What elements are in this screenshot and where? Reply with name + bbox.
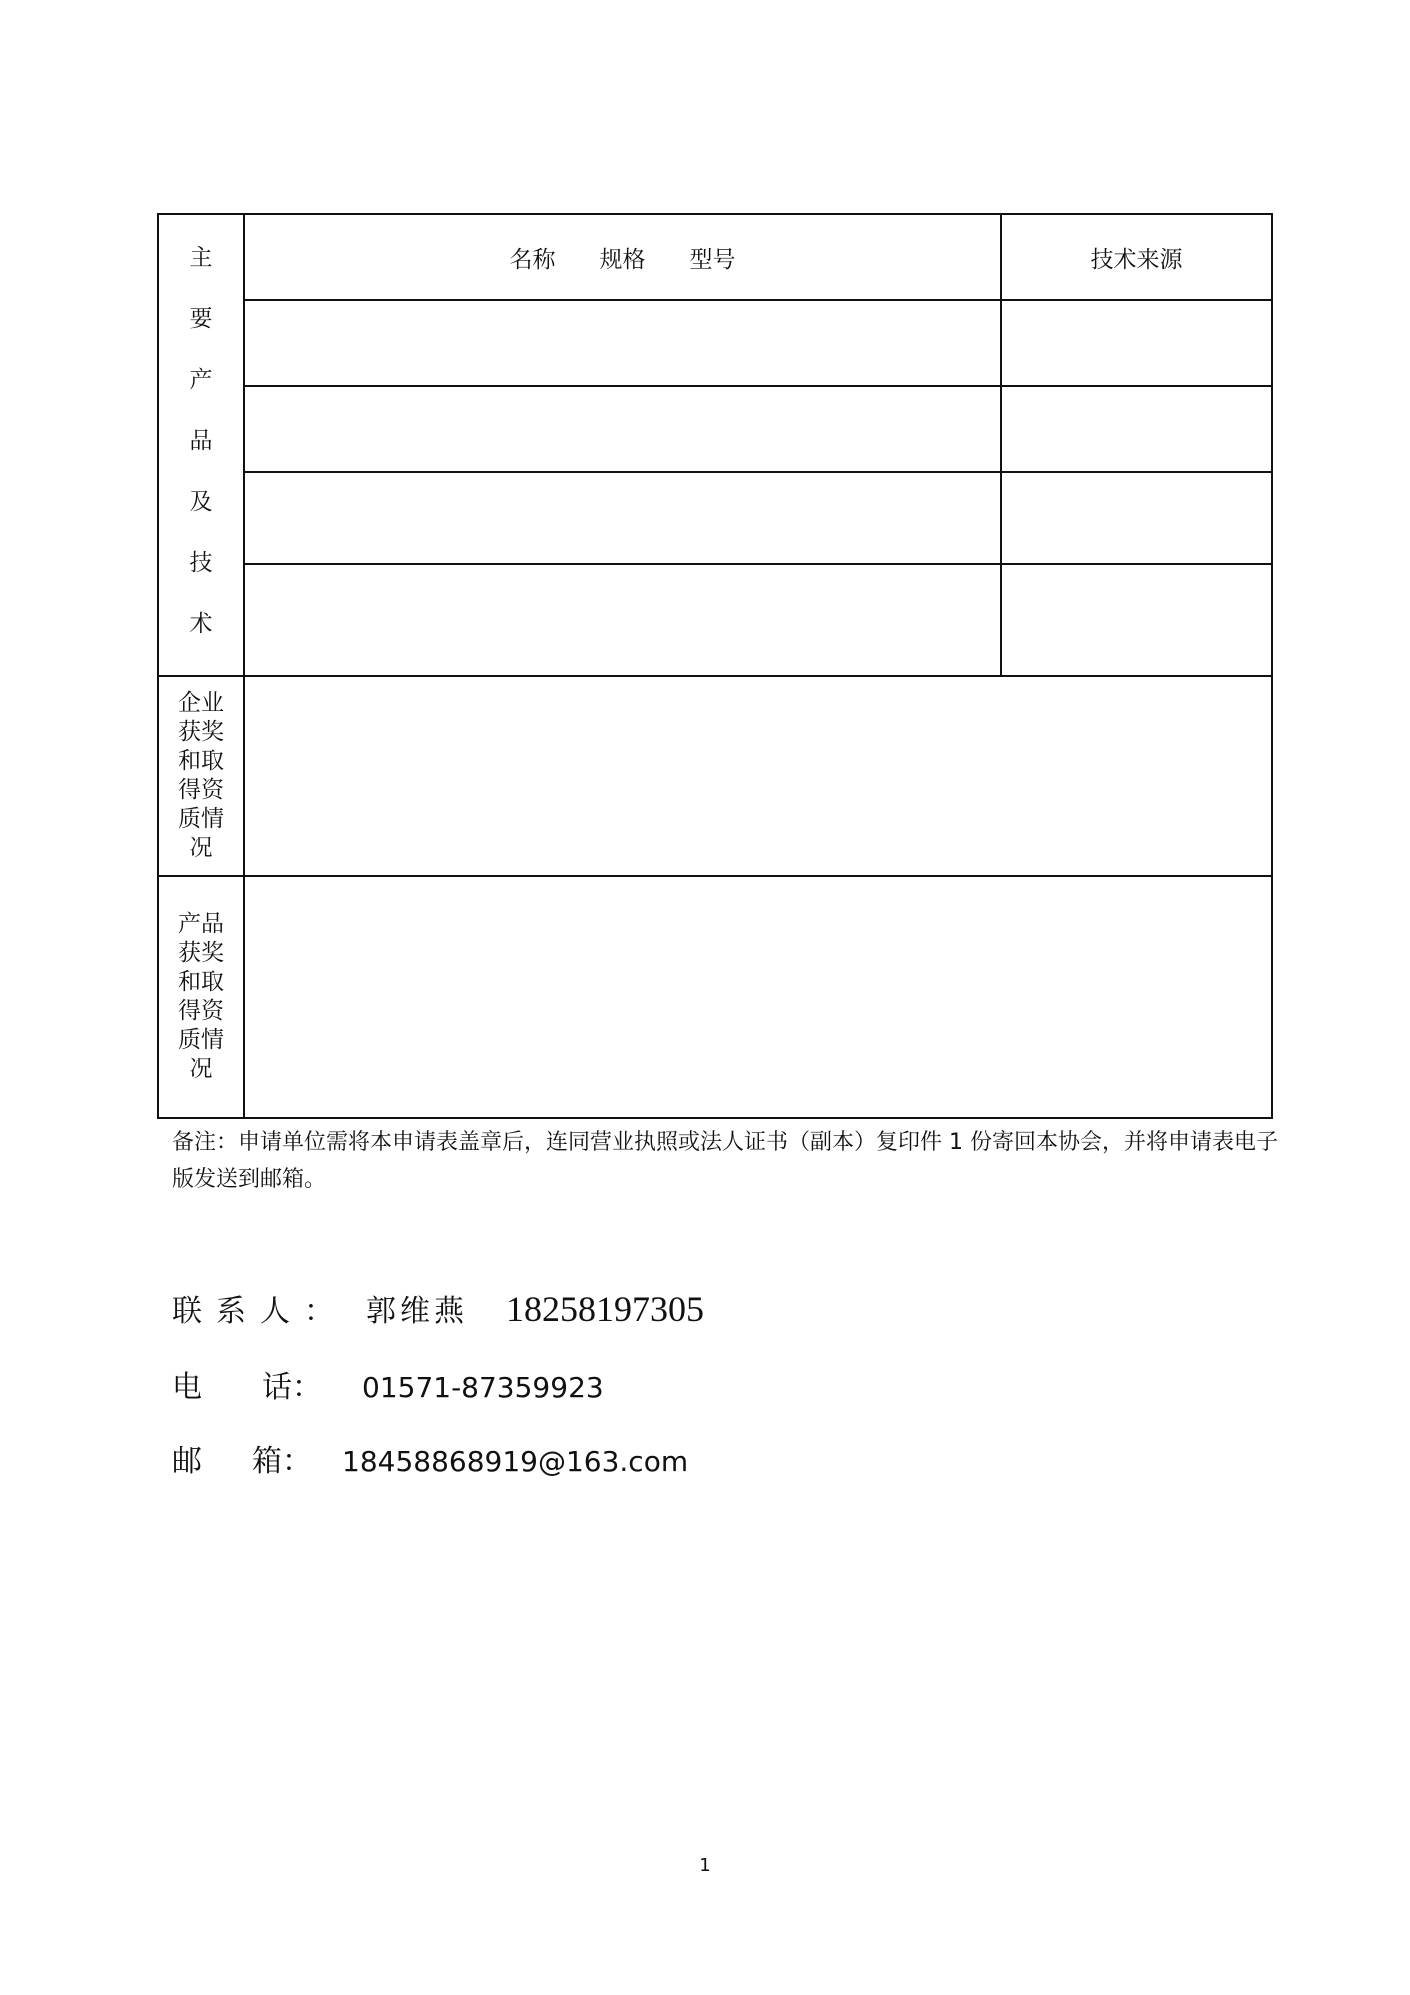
product-name-field[interactable] (244, 300, 1001, 386)
product-awards-label (159, 910, 243, 1084)
label-char: 主 (189, 245, 213, 271)
company-awards-label (159, 689, 243, 863)
tech-source-field[interactable] (1001, 564, 1272, 676)
label-line: 况 (189, 835, 213, 861)
company-awards-label-cell (158, 676, 244, 876)
label-char: 品 (189, 428, 213, 454)
table-row (158, 472, 1272, 564)
label-line: 得资 (178, 998, 224, 1024)
label-char: 要 (189, 306, 213, 332)
header-name: 名称 (509, 246, 556, 273)
application-form-table (157, 213, 1273, 1119)
main-products-label-cell (158, 214, 244, 676)
label-line: 况 (189, 1056, 213, 1082)
label-line: 质情 (178, 806, 224, 832)
phone-value: 01571-87359923 (362, 1371, 604, 1404)
tech-source-field[interactable] (1001, 472, 1272, 564)
label-line: 获奖 (178, 719, 224, 745)
label-char: 产 (189, 367, 213, 393)
label-line: 得资 (178, 777, 224, 803)
contact-person-phone: 18258197305 (506, 1289, 704, 1329)
tech-source-field[interactable] (1001, 386, 1272, 472)
main-products-label (159, 230, 243, 660)
product-name-field[interactable] (244, 472, 1001, 564)
product-awards-label-cell (158, 876, 244, 1118)
phone-line (172, 1362, 604, 1406)
email-value[interactable]: 18458868919@163.com (342, 1445, 689, 1478)
product-awards-field[interactable] (244, 876, 1272, 1118)
label-char: 及 (189, 489, 213, 515)
label-line: 产品 (178, 911, 224, 937)
contact-person-line (172, 1286, 704, 1330)
email-line (172, 1436, 688, 1480)
contact-person-name: 郭维燕 (366, 1294, 468, 1329)
label-char: 技 (189, 550, 213, 576)
label-line: 和取 (178, 748, 224, 774)
email-label-a: 邮 (172, 1444, 202, 1479)
label-line: 获奖 (178, 940, 224, 966)
table-row (158, 300, 1272, 386)
product-name-field[interactable] (244, 564, 1001, 676)
phone-label-b: 话： (262, 1370, 322, 1405)
label-char: 术 (189, 611, 213, 637)
table-row (158, 564, 1272, 676)
tech-source-header (1001, 214, 1272, 300)
phone-label-a: 电 (172, 1370, 202, 1405)
table-header-row (158, 214, 1272, 300)
company-awards-field[interactable] (244, 676, 1272, 876)
table-row (158, 386, 1272, 472)
header-model: 型号 (689, 246, 736, 273)
product-name-field[interactable] (244, 386, 1001, 472)
remark-note: 备注：申请单位需将本申请表盖章后，连同营业执照或法人证书（副本）复印件 1 份寄回本协会，并将申请表电子版发送到邮箱。 (172, 1130, 1278, 1192)
contact-person-label: 联系人： (172, 1294, 348, 1329)
tech-source-field[interactable] (1001, 300, 1272, 386)
header-spec: 规格 (599, 246, 646, 273)
header-tech-source: 技术来源 (1090, 246, 1183, 273)
page-number: 1 (699, 1855, 711, 1876)
label-line: 质情 (178, 1027, 224, 1053)
label-line: 和取 (178, 969, 224, 995)
email-label-b: 箱： (252, 1444, 312, 1479)
company-awards-row (158, 676, 1272, 876)
product-awards-row (158, 876, 1272, 1118)
name-spec-model-header (244, 214, 1001, 300)
label-line: 企业 (178, 690, 224, 716)
